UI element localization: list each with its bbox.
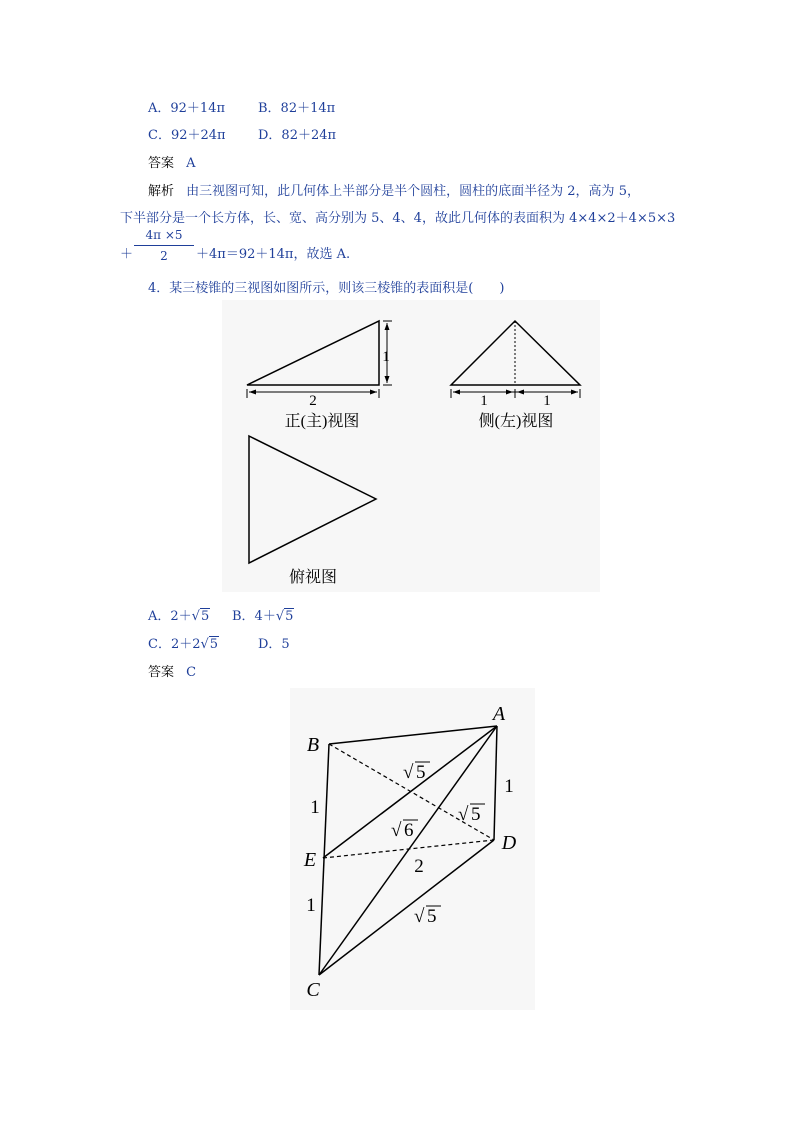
- vertex-b-label: B: [306, 734, 320, 756]
- q3-option-a: A．92＋14π: [148, 101, 226, 116]
- front-height-label: 1: [382, 349, 390, 365]
- length-cd-radicand: 5: [427, 906, 437, 927]
- q4-answer-label: 答案: [148, 665, 175, 680]
- q3-frac-denominator: 2: [160, 249, 168, 263]
- length-ae-radicand: 5: [416, 762, 426, 783]
- length-bd-radicand: 5: [471, 804, 481, 825]
- length-ce-radicand: 6: [404, 820, 414, 841]
- front-view-caption: 正(主)视图: [284, 413, 360, 430]
- q3-answer-value: A: [186, 156, 196, 171]
- q3-option-d: D．82＋24π: [258, 128, 337, 143]
- q3-frac-numerator: 4π ×5: [145, 228, 183, 242]
- length-ed: 2: [414, 856, 424, 877]
- q4-option-a-text: A．2＋: [148, 609, 192, 624]
- length-be: 1: [310, 797, 320, 818]
- q3-option-b: B．82＋14π: [258, 101, 336, 116]
- length-ec: 1: [306, 895, 316, 916]
- sqrt-icon: √5: [200, 637, 219, 652]
- q4-option-b-text: B．4＋: [232, 609, 276, 624]
- vertex-c-label: C: [306, 979, 320, 1001]
- side-left-label: 1: [480, 393, 488, 409]
- q3-option-c: C．92＋24π: [148, 128, 226, 143]
- q3-analysis-text-1: 由三视图可知，此几何体上半部分是半个圆柱，圆柱的底面半径为 2，高为 5，: [186, 184, 640, 199]
- q3-analysis-line-2: 下半部分是一个长方体，长、宽、高分别为 5、4、4，故此几何体的表面积为 4×4×2＋4×5×3: [120, 211, 676, 226]
- vertex-d-label: D: [501, 832, 517, 854]
- sqrt-icon: √5: [191, 609, 210, 624]
- sqrt-icon: √: [458, 804, 469, 825]
- sqrt-icon: √: [403, 762, 414, 783]
- q3-analysis-line-3: ＋4π＝92＋14π，故选 A.: [196, 247, 351, 262]
- q3-analysis-label: 解析: [148, 184, 175, 199]
- top-view-caption: 俯视图: [288, 569, 338, 586]
- q4-option-d: D．5: [258, 637, 290, 652]
- q3-frac-plus: ＋: [120, 247, 134, 262]
- side-view-caption: 侧(左)视图: [478, 413, 554, 430]
- tetrahedron-panel: [290, 688, 535, 1010]
- length-ad: 1: [504, 776, 514, 797]
- sqrt-icon: √5: [275, 609, 294, 624]
- q4-option-a-radicand: 5: [200, 609, 210, 624]
- front-width-label: 2: [309, 393, 317, 409]
- vertex-e-label: E: [303, 849, 317, 871]
- q4-option-c-text: C．2＋2: [148, 637, 201, 652]
- q4-answer-value: C: [186, 665, 197, 680]
- q3-answer-label: 答案: [148, 156, 175, 171]
- sqrt-icon: √: [414, 906, 425, 927]
- q4-option-b-radicand: 5: [285, 609, 294, 624]
- q4-option-c-radicand: 5: [209, 637, 219, 652]
- vertex-a-label: A: [492, 703, 506, 725]
- q4-stem: 4．某三棱锥的三视图如图所示，则该三棱锥的表面积是( ): [148, 281, 505, 296]
- side-right-label: 1: [543, 393, 551, 409]
- sqrt-icon: √: [391, 820, 402, 841]
